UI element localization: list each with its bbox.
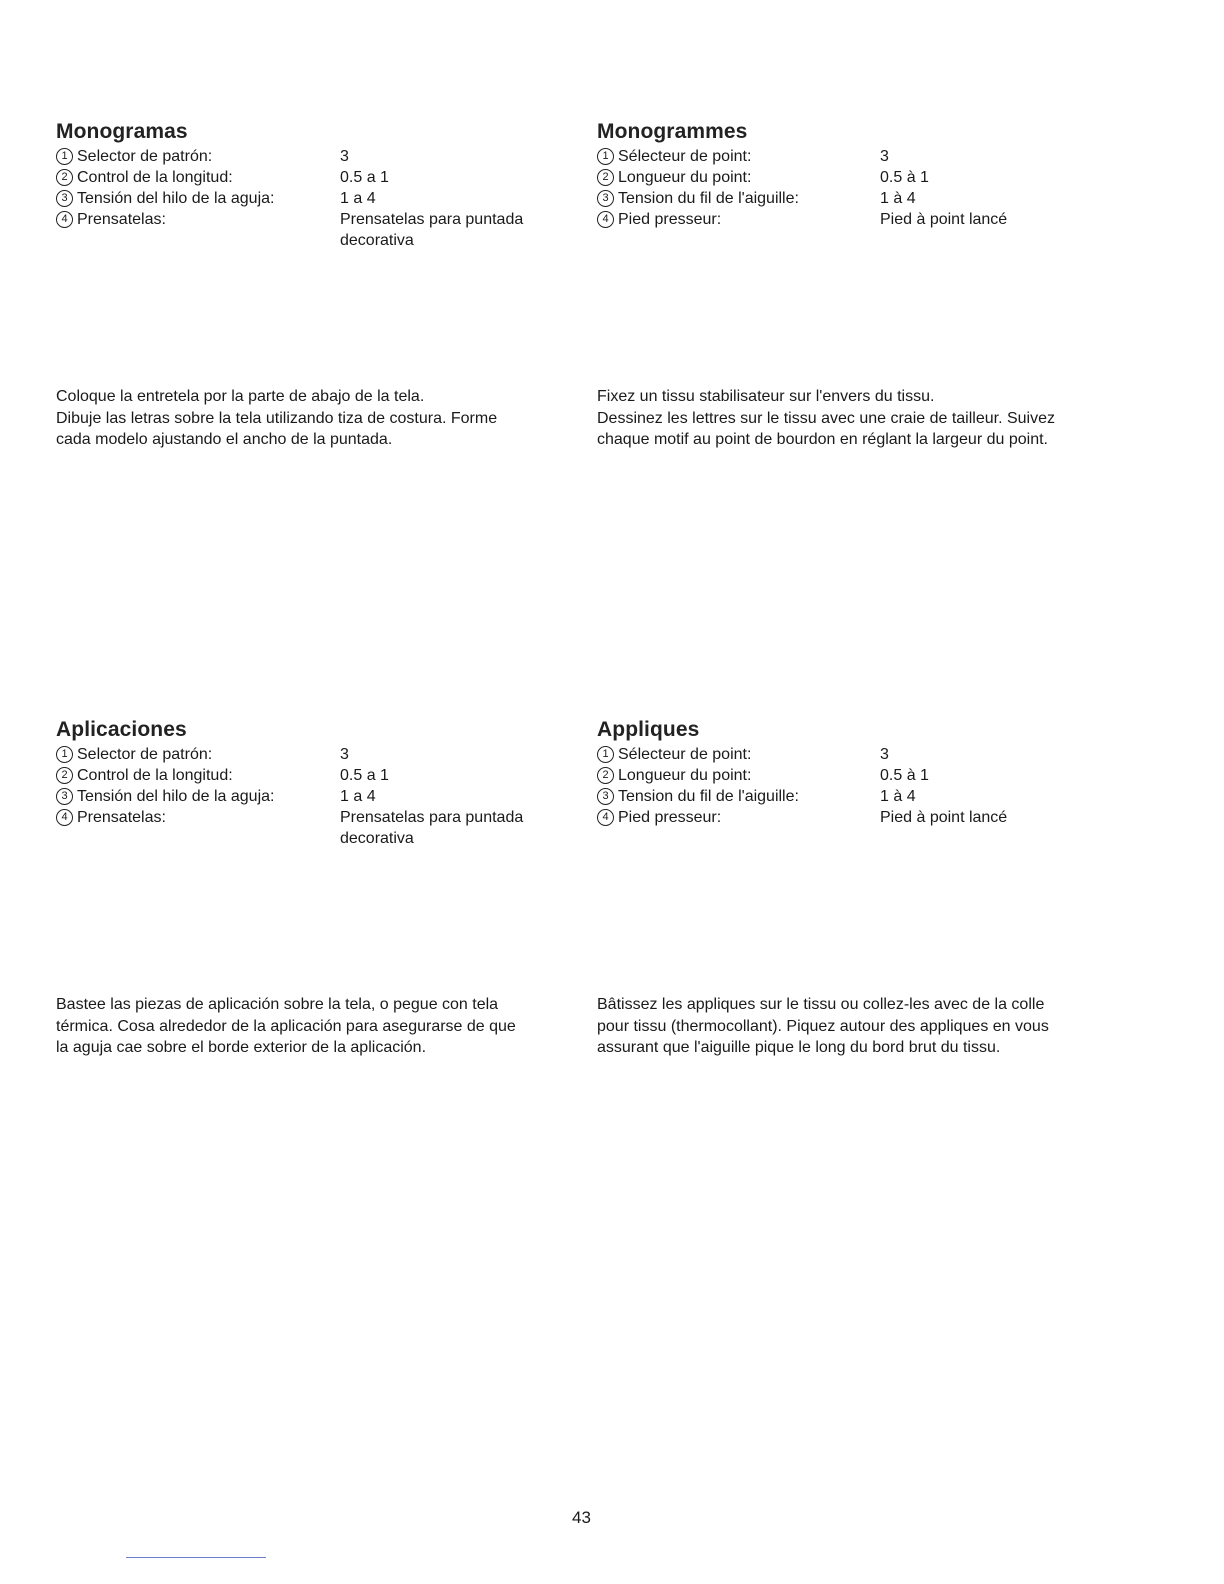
setting-value: 1 à 4 xyxy=(880,190,916,207)
applique-instructions-es xyxy=(56,994,586,1059)
setting-value: 1 à 4 xyxy=(880,788,916,805)
setting-value: 3 xyxy=(880,746,889,763)
page-number: 43 xyxy=(572,1508,591,1527)
number-1-icon: 1 xyxy=(597,148,614,165)
setting-row xyxy=(56,786,596,807)
setting-label: Sélecteur de point: xyxy=(618,746,752,763)
monogram-settings-es xyxy=(56,120,596,249)
setting-row xyxy=(597,786,1137,807)
setting-label: Tensión del hilo de la aguja: xyxy=(77,788,275,805)
text-line: la aguja cae sobre el borde exterior de la aplicación. xyxy=(56,1039,427,1056)
setting-row xyxy=(597,765,1137,786)
number-1-icon: 1 xyxy=(56,746,73,763)
setting-row xyxy=(56,188,596,209)
setting-label: Longueur du point: xyxy=(618,169,752,186)
setting-label: Tension du fil de l'aiguille: xyxy=(618,788,799,805)
text-line: assurant que l'aiguille pique le long du bord brut du tissu. xyxy=(597,1039,1001,1056)
number-2-icon: 2 xyxy=(597,169,614,186)
number-3-icon: 3 xyxy=(56,788,73,805)
applique-instructions-fr xyxy=(597,994,1127,1059)
number-3-icon: 3 xyxy=(597,190,614,207)
setting-row xyxy=(597,807,1137,828)
setting-value: Pied à point lancé xyxy=(880,211,1008,228)
setting-label: Prensatelas: xyxy=(77,809,166,826)
setting-label: Tensión del hilo de la aguja: xyxy=(77,190,275,207)
setting-label: Selector de patrón: xyxy=(77,148,213,165)
applique-settings-es xyxy=(56,718,596,847)
number-1-icon: 1 xyxy=(597,746,614,763)
setting-label: Tension du fil de l'aiguille: xyxy=(618,190,799,207)
applique-settings-fr xyxy=(597,718,1137,828)
text-line: térmica. Cosa alrededor de la aplicación para asegurarse de que xyxy=(56,1017,516,1035)
setting-row xyxy=(56,765,596,786)
settings-list xyxy=(56,146,596,249)
setting-value: 3 xyxy=(340,148,349,165)
number-2-icon: 2 xyxy=(56,767,73,784)
setting-label: Control de la longitud: xyxy=(77,767,233,784)
setting-label: Prensatelas: xyxy=(77,211,166,228)
setting-row xyxy=(597,744,1137,765)
number-4-icon: 4 xyxy=(56,211,73,228)
setting-label: Pied presseur: xyxy=(618,809,722,826)
setting-label: Control de la longitud: xyxy=(77,169,233,186)
setting-label: Pied presseur: xyxy=(618,211,722,228)
text-line: Fixez un tissu stabilisateur sur l'envers du tissu. xyxy=(597,388,935,405)
text-line: Coloque la entretela por la parte de abajo de la tela. xyxy=(56,388,425,405)
text-line: pour tissu (thermocollant). Piquez autour des appliques en vous xyxy=(597,1017,1049,1035)
number-3-icon: 3 xyxy=(597,788,614,805)
setting-value: 0.5 a 1 xyxy=(340,767,389,784)
setting-value: Prensatelas para puntada decorativa xyxy=(340,211,524,249)
text-line: chaque motif au point de bourdon en réglant la largeur du point. xyxy=(597,431,1048,448)
section-title: Monogramas xyxy=(56,120,188,143)
settings-list xyxy=(597,146,1137,230)
text-line: cada modelo ajustando el ancho de la puntada. xyxy=(56,431,393,448)
setting-row xyxy=(56,146,596,167)
text-line: Bastee las piezas de aplicación sobre la tela, o pegue con tela xyxy=(56,996,499,1013)
setting-row xyxy=(597,188,1137,209)
settings-list xyxy=(56,744,596,847)
setting-value: Pied à point lancé xyxy=(880,809,1008,826)
section-title: Monogrammes xyxy=(597,120,748,143)
setting-row xyxy=(597,146,1137,167)
setting-label: Longueur du point: xyxy=(618,767,752,784)
number-4-icon: 4 xyxy=(597,211,614,228)
setting-value: Prensatelas para puntada decorativa xyxy=(340,809,524,847)
setting-label: Sélecteur de point: xyxy=(618,148,752,165)
setting-label: Selector de patrón: xyxy=(77,746,213,763)
setting-value: 1 a 4 xyxy=(340,190,376,207)
setting-value: 0.5 a 1 xyxy=(340,169,389,186)
setting-value: 3 xyxy=(340,746,349,763)
section-title: Appliques xyxy=(597,718,700,741)
text-line: Dibuje las letras sobre la tela utilizando tiza de costura. Forme xyxy=(56,409,498,427)
setting-value: 1 a 4 xyxy=(340,788,376,805)
number-3-icon: 3 xyxy=(56,190,73,207)
section-title: Aplicaciones xyxy=(56,718,187,741)
setting-row xyxy=(56,807,596,847)
setting-row xyxy=(597,209,1137,230)
setting-row xyxy=(597,167,1137,188)
number-4-icon: 4 xyxy=(56,809,73,826)
monogram-instructions-es xyxy=(56,386,586,451)
number-2-icon: 2 xyxy=(56,169,73,186)
number-4-icon: 4 xyxy=(597,809,614,826)
setting-value: 0.5 à 1 xyxy=(880,169,929,186)
number-1-icon: 1 xyxy=(56,148,73,165)
setting-value: 3 xyxy=(880,148,889,165)
setting-row xyxy=(56,167,596,188)
setting-row xyxy=(56,744,596,765)
setting-value: 0.5 à 1 xyxy=(880,767,929,784)
text-line: Dessinez les lettres sur le tissu avec une craie de tailleur. Suivez xyxy=(597,409,1055,427)
monogram-settings-fr xyxy=(597,120,1137,230)
settings-list xyxy=(597,744,1137,828)
text-line: Bâtissez les appliques sur le tissu ou collez-les avec de la colle xyxy=(597,996,1045,1013)
setting-row xyxy=(56,209,596,249)
monogram-instructions-fr xyxy=(597,386,1127,451)
number-2-icon: 2 xyxy=(597,767,614,784)
footer-rule xyxy=(126,1557,266,1558)
